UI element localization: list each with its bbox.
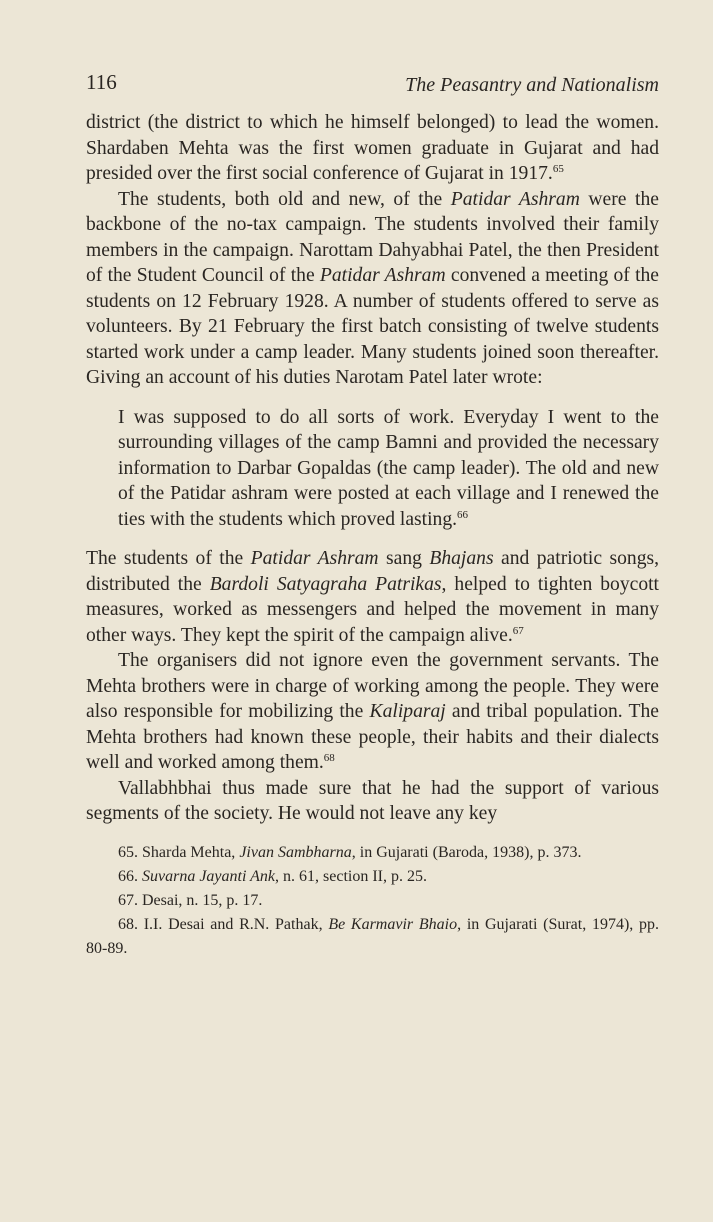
footnote-ref-65: 65: [552, 163, 564, 175]
footnote-65: 65. Sharda Mehta, Jivan Sambharna, in Gujarati (Baroda, 1938), p. 373.: [118, 843, 582, 861]
paragraph-3: The students of the Patidar Ashram sang Bhajans and patriotic songs, distributed the Bardoli Satyagraha Patrikas, helped to tighten boycott measures, worked as messengers and helped the movement in many other ways. They kept the spirit of the campaign alive.$^{67}$: [86, 548, 660, 646]
paragraph-5: Vallabhbhai thus made sure that he had the support of various segments of the society. He would not leave any key: [86, 777, 659, 824]
footnotes: [86, 841, 659, 961]
footnote-ref-66: 66: [457, 508, 469, 521]
paragraph-1: district (the district to which he himself belonged) to lead the women. Shardaben Mehta was the first women graduate in Gujarat and had presided over the first social conference of Gujarat in 1917.65: [86, 112, 659, 184]
page-number: 116: [86, 70, 117, 94]
footnote-66: 66. Suvarna Jayanti Ank, n. 61, section II, p. 25.: [118, 867, 427, 885]
footnote-68: 68. I.I. Desai and R.N. Pathak, Be Karmavir Bhaio, in Gujarati (Surat, 1974), pp. 80-89.: [86, 915, 660, 957]
paragraph-2: The students, both old and new, of the Patidar Ashram were the backbone of the no-tax campaign. The students involved their family members in the campaign. Narottam Dahyabhai Patel, the then President of the Student Council of the Patidar Ashram convened a meeting of the students on 12 February 1928. A number of students offered to serve as volunteers. By 21 February the first batch consisting of twelve students started work under a camp leader. Many students joined soon thereafter. Giving an account of his duties Narotam Patel later wrote:: [86, 188, 660, 388]
footnote-ref-68: 68: [323, 752, 335, 764]
body-text: [86, 110, 659, 827]
running-head: The Peasantry and Nationalism: [405, 74, 659, 96]
block-quote: I was supposed to do all sorts of work. Everyday I went to the surrounding villages of the camp Bamni and provided the necessary information to Darbar Gopaldas (the camp leader). The old and new of the Patidar ashram were posted at each village and I renewed the ties with the students which proved lasting.$^{66}$: [118, 406, 659, 530]
paragraph-4: The organisers did not ignore even the government servants. The Mehta brothers were in charge of working among the people. They were also responsible for mobilizing the Kaliparaj and tribal population. The Mehta brothers had known these people, their habits and their dialects well and worked among them.$^{68}$: [86, 650, 659, 773]
page-header: [86, 70, 659, 110]
footnote-67: 67. Desai, n. 15, p. 17.: [118, 891, 263, 909]
footnote-ref-67: 67: [512, 624, 524, 637]
